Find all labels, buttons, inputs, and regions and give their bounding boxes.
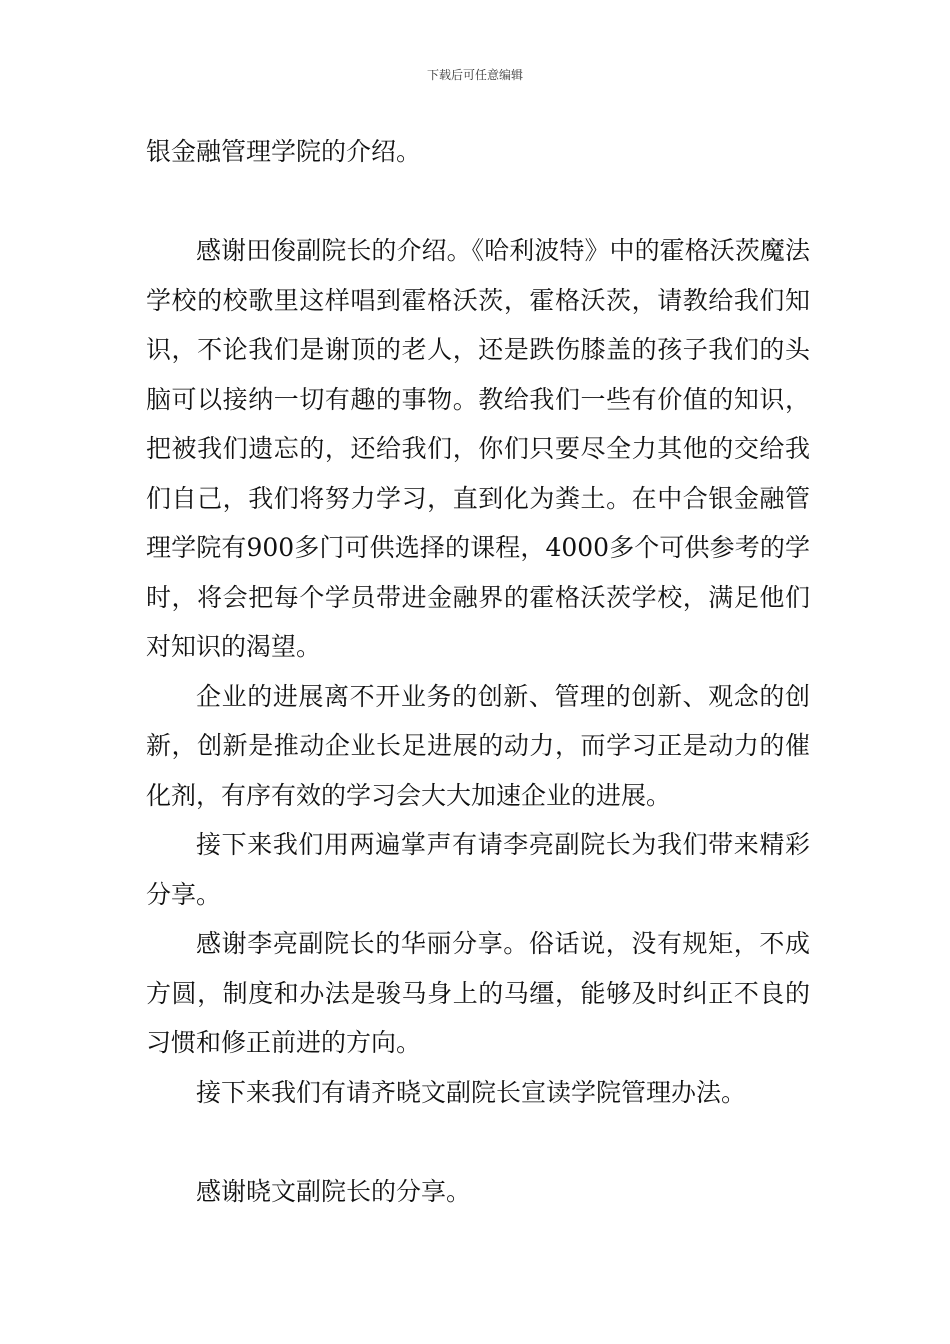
paragraph-3: 企业的进展离不开业务的创新、管理的创新、观念的创新，创新是推动企业长足进展的动力，而学习正是动力的催化剂，有序有效的学习会大大加速企业的进展。 [146,681,810,810]
paragraph-7: 感谢晓文副院长的分享。 [196,1176,472,1206]
paragraph-1: 银金融管理学院的介绍。 [146,137,422,166]
document-body [146,127,810,1216]
page-header: 下载后可任意编辑 [426,68,523,82]
paragraph-6: 接下来我们有请齐晓文副院长宣读学院管理办法。 [196,1077,747,1107]
paragraph-4: 接下来我们用两遍掌声有请李亮副院长为我们带来精彩分享。 [146,830,810,909]
paragraph-5: 感谢李亮副院长的华丽分享。俗话说，没有规矩，不成方圆，制度和办法是骏马身上的马缰，能够及时纠正不良的习惯和修正前进的方向。 [146,929,810,1057]
paragraph-2: 感谢田俊副院长的介绍。《哈利波特》中的霍格沃茨魔法学校的校歌里这样唱到霍格沃茨，霍格沃茨，请教给我们知识，不论我们是谢顶的老人，还是跌伤膝盖的孩子我们的头脑可以接纳一切有趣的事物。教给我们一些有价值的知识，把被我们遗忘的，还给我们，你们只要尽全力其他的交给我们自己，我们将努力学习，直到化为粪土。在中合银金融管理学院有900多门可供选择的课程，4000多个可供参考的学时，将会把每个学员带进金融界的霍格沃茨学校，满足他们对知识的渴望。 [146,236,810,661]
